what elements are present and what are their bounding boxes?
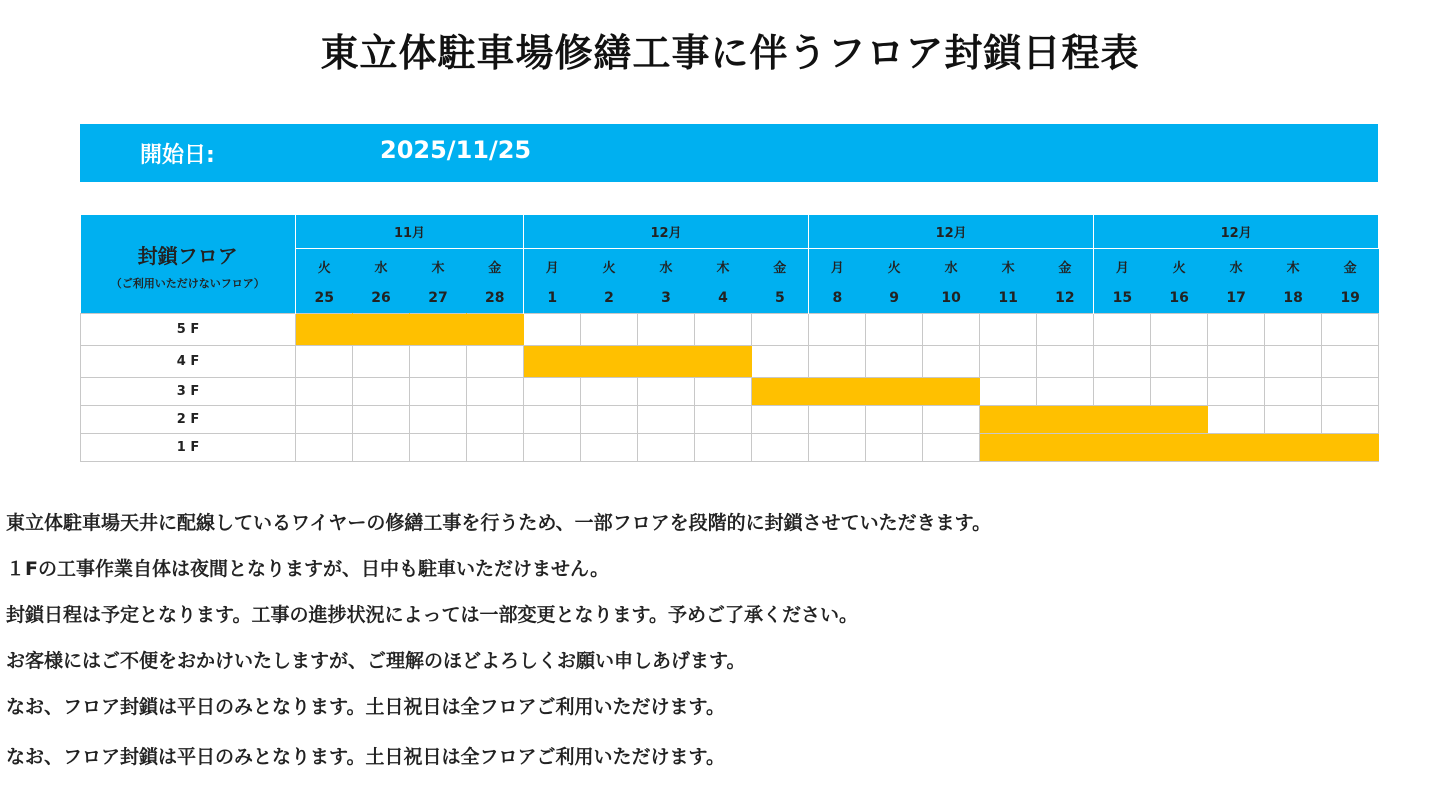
open-day-cell [809, 346, 866, 378]
weekday-header: 木 [1265, 249, 1322, 284]
date-header: 11 [980, 283, 1037, 314]
open-day-cell [638, 314, 695, 346]
open-day-cell [1265, 378, 1322, 406]
open-day-cell [524, 378, 581, 406]
open-day-cell [809, 434, 866, 462]
date-header: 25 [296, 283, 353, 314]
open-day-cell [1322, 314, 1379, 346]
open-day-cell [695, 378, 752, 406]
closed-day-cell [1322, 434, 1379, 462]
open-day-cell [296, 406, 353, 434]
date-header: 26 [353, 283, 410, 314]
weekday-header: 金 [1322, 249, 1379, 284]
open-day-cell [1094, 346, 1151, 378]
open-day-cell [1037, 314, 1094, 346]
notice-line: なお、フロア封鎖は平日のみとなります。土日祝日は全フロアご利用いただけます。 [6, 696, 725, 718]
closed-day-cell [1094, 406, 1151, 434]
closed-day-cell [1208, 434, 1265, 462]
open-day-cell [752, 406, 809, 434]
open-day-cell [752, 314, 809, 346]
open-day-cell [1094, 314, 1151, 346]
open-day-cell [1265, 346, 1322, 378]
closed-day-cell [1265, 434, 1322, 462]
closed-day-cell [353, 314, 410, 346]
open-day-cell [581, 378, 638, 406]
floor-row [81, 434, 1379, 462]
weekday-header: 水 [1208, 249, 1265, 284]
open-day-cell [1151, 314, 1208, 346]
weekday-header: 木 [410, 249, 467, 284]
page-title: 東立体駐車場修繕工事に伴うフロア封鎖日程表 [320, 31, 1140, 75]
date-header: 1 [524, 283, 581, 314]
date-header: 10 [923, 283, 980, 314]
date-header: 19 [1322, 283, 1379, 314]
open-day-cell [980, 346, 1037, 378]
open-day-cell [467, 434, 524, 462]
closed-day-cell [638, 346, 695, 378]
weekday-header: 木 [980, 249, 1037, 284]
closure-schedule-table [80, 215, 1379, 462]
closed-day-cell [980, 434, 1037, 462]
weekday-header: 火 [866, 249, 923, 284]
closed-day-cell [866, 378, 923, 406]
date-header: 17 [1208, 283, 1265, 314]
open-day-cell [866, 314, 923, 346]
open-day-cell [695, 434, 752, 462]
closed-day-cell [809, 378, 866, 406]
weekday-header: 金 [467, 249, 524, 284]
open-day-cell [1265, 314, 1322, 346]
open-day-cell [296, 378, 353, 406]
floor-label: 1 F [81, 434, 296, 462]
weekday-header: 木 [695, 249, 752, 284]
open-day-cell [581, 434, 638, 462]
weekday-header: 火 [1151, 249, 1208, 284]
open-day-cell [1322, 406, 1379, 434]
open-day-cell [866, 434, 923, 462]
open-day-cell [923, 434, 980, 462]
open-day-cell [581, 406, 638, 434]
open-day-cell [410, 406, 467, 434]
date-header: 28 [467, 283, 524, 314]
open-day-cell [1037, 378, 1094, 406]
date-header: 27 [410, 283, 467, 314]
weekday-header: 水 [923, 249, 980, 284]
date-header: 8 [809, 283, 866, 314]
open-day-cell [866, 346, 923, 378]
open-day-cell [1322, 346, 1379, 378]
open-day-cell [809, 314, 866, 346]
notice-line: 東立体駐車場天井に配線しているワイヤーの修繕工事を行うため、一部フロアを段階的に封鎖させていただきます。 [6, 512, 992, 534]
closed-day-cell [695, 346, 752, 378]
open-day-cell [695, 314, 752, 346]
open-day-cell [581, 314, 638, 346]
month-header: 12月 [809, 215, 1094, 249]
open-day-cell [1151, 378, 1208, 406]
date-header: 15 [1094, 283, 1151, 314]
open-day-cell [353, 346, 410, 378]
floor-label: 2 F [81, 406, 296, 434]
date-header: 5 [752, 283, 809, 314]
month-header: 12月 [524, 215, 809, 249]
open-day-cell [353, 406, 410, 434]
notice-line: １Fの工事作業自体は夜間となりますが、日中も駐車いただけません。 [6, 558, 610, 580]
closed-day-cell [1151, 406, 1208, 434]
open-day-cell [1208, 314, 1265, 346]
open-day-cell [752, 346, 809, 378]
floor-row [81, 346, 1379, 378]
notice-list [6, 508, 991, 788]
closed-day-cell [1037, 434, 1094, 462]
closed-day-cell [581, 346, 638, 378]
closed-day-cell [1037, 406, 1094, 434]
weekday-header: 火 [296, 249, 353, 284]
weekday-header: 月 [1094, 249, 1151, 284]
open-day-cell [980, 314, 1037, 346]
open-day-cell [1208, 406, 1265, 434]
weekday-header: 月 [524, 249, 581, 284]
floor-header-title: 封鎖フロア [137, 243, 238, 268]
open-day-cell [1094, 378, 1151, 406]
open-day-cell [1037, 346, 1094, 378]
open-day-cell [923, 346, 980, 378]
notice-line: 封鎖日程は予定となります。工事の進捗状況によっては一部変更となります。予めご了承ください。 [6, 604, 858, 626]
start-date-label: 開始日: [140, 143, 215, 168]
floor-label: 4 F [81, 346, 296, 378]
open-day-cell [410, 434, 467, 462]
open-day-cell [410, 346, 467, 378]
floor-label: 5 F [81, 314, 296, 346]
weekday-header: 金 [1037, 249, 1094, 284]
open-day-cell [467, 406, 524, 434]
floor-row [81, 406, 1379, 434]
closed-day-cell [1151, 434, 1208, 462]
floor-row [81, 314, 1379, 346]
month-header: 11月 [296, 215, 524, 249]
floor-row [81, 378, 1379, 406]
start-date-value: 2025/11/25 [380, 136, 532, 164]
month-header: 12月 [1094, 215, 1379, 249]
closed-day-cell [524, 346, 581, 378]
date-header: 3 [638, 283, 695, 314]
open-day-cell [923, 406, 980, 434]
open-day-cell [353, 378, 410, 406]
open-day-cell [524, 406, 581, 434]
open-day-cell [695, 406, 752, 434]
open-day-cell [353, 434, 410, 462]
date-header: 2 [581, 283, 638, 314]
open-day-cell [1208, 346, 1265, 378]
date-header: 9 [866, 283, 923, 314]
date-header: 4 [695, 283, 752, 314]
closed-day-cell [923, 378, 980, 406]
open-day-cell [638, 434, 695, 462]
closed-day-cell [752, 378, 809, 406]
open-day-cell [296, 434, 353, 462]
open-day-cell [638, 406, 695, 434]
start-date-banner [80, 124, 1378, 182]
open-day-cell [866, 406, 923, 434]
weekday-header: 金 [752, 249, 809, 284]
closed-day-cell [980, 406, 1037, 434]
weekday-header: 水 [353, 249, 410, 284]
closed-day-cell [1094, 434, 1151, 462]
date-header: 12 [1037, 283, 1094, 314]
notice-line: なお、フロア封鎖は平日のみとなります。土日祝日は全フロアご利用いただけます。 [6, 746, 725, 768]
date-header: 16 [1151, 283, 1208, 314]
weekday-header: 月 [809, 249, 866, 284]
notice-line: お客様にはご不便をおかけいたしますが、ご理解のほどよろしくお願い申しあげます。 [6, 650, 746, 672]
closed-day-cell [467, 314, 524, 346]
closed-day-cell [296, 314, 353, 346]
open-day-cell [980, 378, 1037, 406]
open-day-cell [1208, 378, 1265, 406]
closed-day-cell [410, 314, 467, 346]
open-day-cell [467, 346, 524, 378]
open-day-cell [1265, 406, 1322, 434]
open-day-cell [1151, 346, 1208, 378]
weekday-header: 水 [638, 249, 695, 284]
open-day-cell [752, 434, 809, 462]
open-day-cell [638, 378, 695, 406]
floor-column-header [81, 215, 296, 314]
floor-header-subtitle: （ご利用いただけないフロア） [110, 276, 265, 290]
floor-label: 3 F [81, 378, 296, 406]
weekday-header: 火 [581, 249, 638, 284]
open-day-cell [1322, 378, 1379, 406]
month-header-row [81, 215, 1379, 249]
open-day-cell [524, 434, 581, 462]
open-day-cell [410, 378, 467, 406]
open-day-cell [923, 314, 980, 346]
open-day-cell [809, 406, 866, 434]
date-header: 18 [1265, 283, 1322, 314]
open-day-cell [467, 378, 524, 406]
open-day-cell [296, 346, 353, 378]
open-day-cell [524, 314, 581, 346]
